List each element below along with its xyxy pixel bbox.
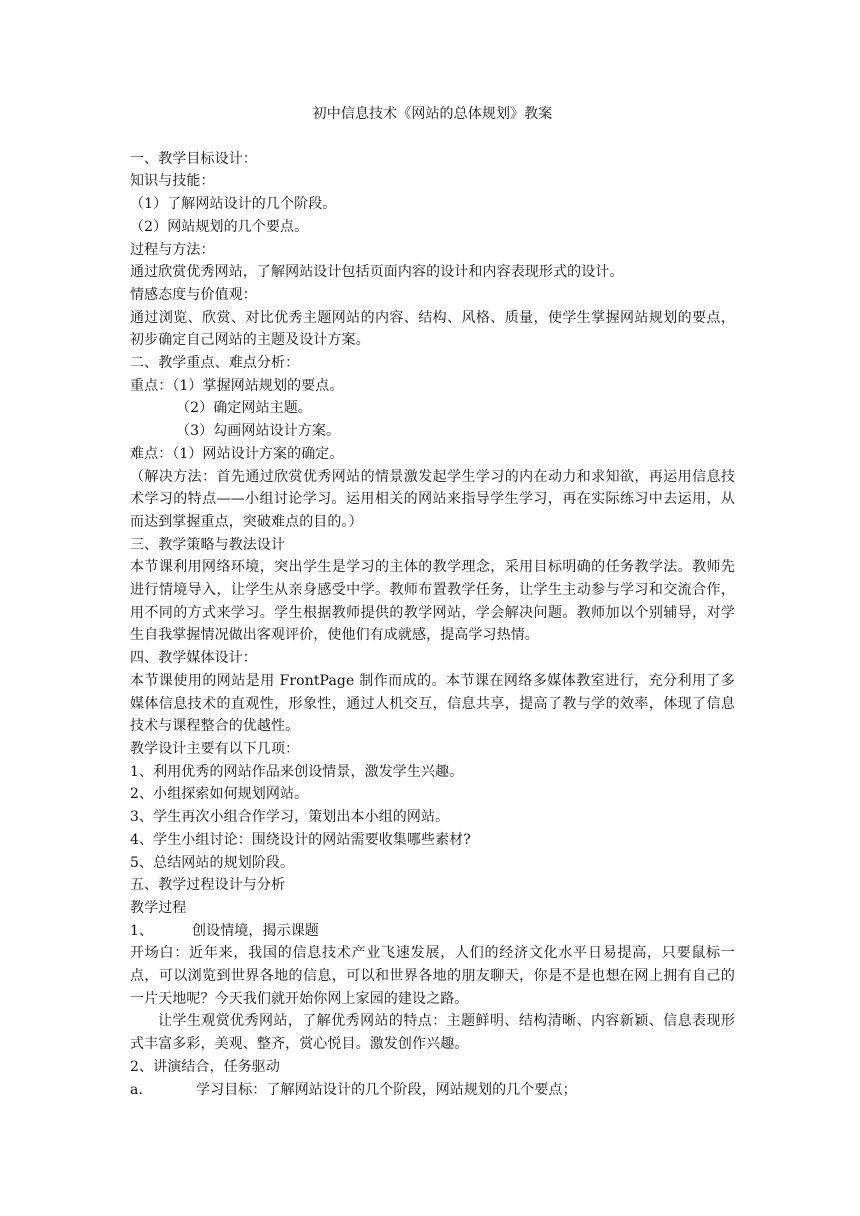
design-item-3: 3、学生再次小组合作学习，策划出本小组的网站。 (130, 809, 450, 826)
step-2a (130, 1079, 735, 1102)
key-point-2: （2）确定网站主题。 (176, 400, 312, 417)
knowledge-item-2: （2）网站规划的几个要点。 (130, 218, 309, 235)
key-point-1: 重点：（1）掌握网站规划的要点。 (130, 377, 344, 394)
design-item-5: 5、总结网站的规划阶段。 (130, 854, 295, 871)
subheading-process: 过程与方法： (130, 241, 215, 258)
design-intro: 教学设计主要有以下几项： (130, 740, 300, 757)
key-point-3: （3）勾画网站设计方案。 (176, 423, 341, 440)
step-2a-text: 学习目标：了解网站设计的几个阶段，网站规划的几个要点； (196, 1081, 577, 1098)
knowledge-item-1: （1）了解网站设计的几个阶段。 (130, 196, 337, 213)
step-1-text: 创设情境，揭示课题 (192, 922, 319, 939)
solution-text: （解决方法：首先通过欣赏优秀网站的情景激发起学生学习的内在动力和求知欲，再运用信息技术学习的特点——小组讨论学习。运用相关的网站来指导学生学习，再在实际练习中去运用，从而达到掌握重点，突破难点的目的。） (130, 468, 735, 530)
section-heading-2: 二、教学重点、难点分析： (130, 355, 300, 372)
opening-text: 开场白：近年来，我国的信息技术产业飞速发展，人们的经济文化水平日易提高，只要鼠标一点，可以浏览到世界各地的信息，可以和世界各地的朋友聊天，你是不是也想在网上拥有自己的一片天地呢？今天我们就开始你网上家园的建设之路。 (130, 945, 735, 1007)
process-title: 教学过程 (130, 899, 187, 916)
design-item-1: 1、利用优秀的网站作品来创设情景，激发学生兴趣。 (130, 763, 464, 780)
section-heading-4: 四、教学媒体设计： (130, 650, 257, 667)
step-1 (130, 920, 735, 943)
section-heading-3: 三、教学策略与教法设计 (130, 536, 286, 553)
process-text: 通过欣赏优秀网站，了解网站设计包括页面内容的设计和内容表现形式的设计。 (130, 264, 624, 281)
watch-text: 让学生观赏优秀网站，了解优秀网站的特点：主题鲜明、结构清晰、内容新颖、信息表现形式丰富多彩，美观、整齐，赏心悦目。激发创作兴趣。 (130, 1013, 735, 1053)
step-2: 2、讲演结合，任务驱动 (130, 1058, 281, 1075)
subheading-knowledge: 知识与技能： (130, 173, 215, 190)
design-item-2: 2、小组探索如何规划网站。 (130, 786, 309, 803)
subheading-emotion: 情感态度与价值观： (130, 286, 257, 303)
emotion-text: 通过浏览、欣赏、对比优秀主题网站的内容、结构、风格、质量，使学生掌握网站规划的要点，初步确定自己网站的主题及设计方案。 (130, 309, 735, 349)
step-2a-label: a. (130, 1081, 143, 1098)
difficulty-point: 难点：（1）网站设计方案的确定。 (130, 445, 344, 462)
section-heading-1: 一、教学目标设计： (130, 150, 257, 167)
strategy-text: 本节课利用网络环境，突出学生是学习的主体的教学理念，采用目标明确的任务教学法。教师先进行情境导入，让学生从亲身感受中学。教师布置教学任务，让学生主动参与学习和交流合作，用不同的方式来学习。学生根据教师提供的教学网站，学会解决问题。教师加以个别辅导，对学生自我掌握情况做出客观评价，使他们有成就感，提高学习热情。 (130, 559, 735, 644)
page-title: 初中信息技术《网站的总体规划》教案 (312, 106, 553, 122)
section-heading-5: 五、教学过程设计与分析 (130, 877, 286, 894)
step-1-number: 1、 (130, 922, 154, 939)
media-text: 本节课使用的网站是用 FrontPage 制作而成的。本节课在网络多媒体教室进行，充分利用了多媒体信息技术的直观性，形象性，通过人机交互，信息共享，提高了教与学的效率，体现了信息技术与课程整合的优越性。 (130, 672, 735, 735)
design-item-4: 4、学生小组讨论：围绕设计的网站需要收集哪些素材? (130, 831, 471, 848)
document-body (130, 103, 735, 1101)
